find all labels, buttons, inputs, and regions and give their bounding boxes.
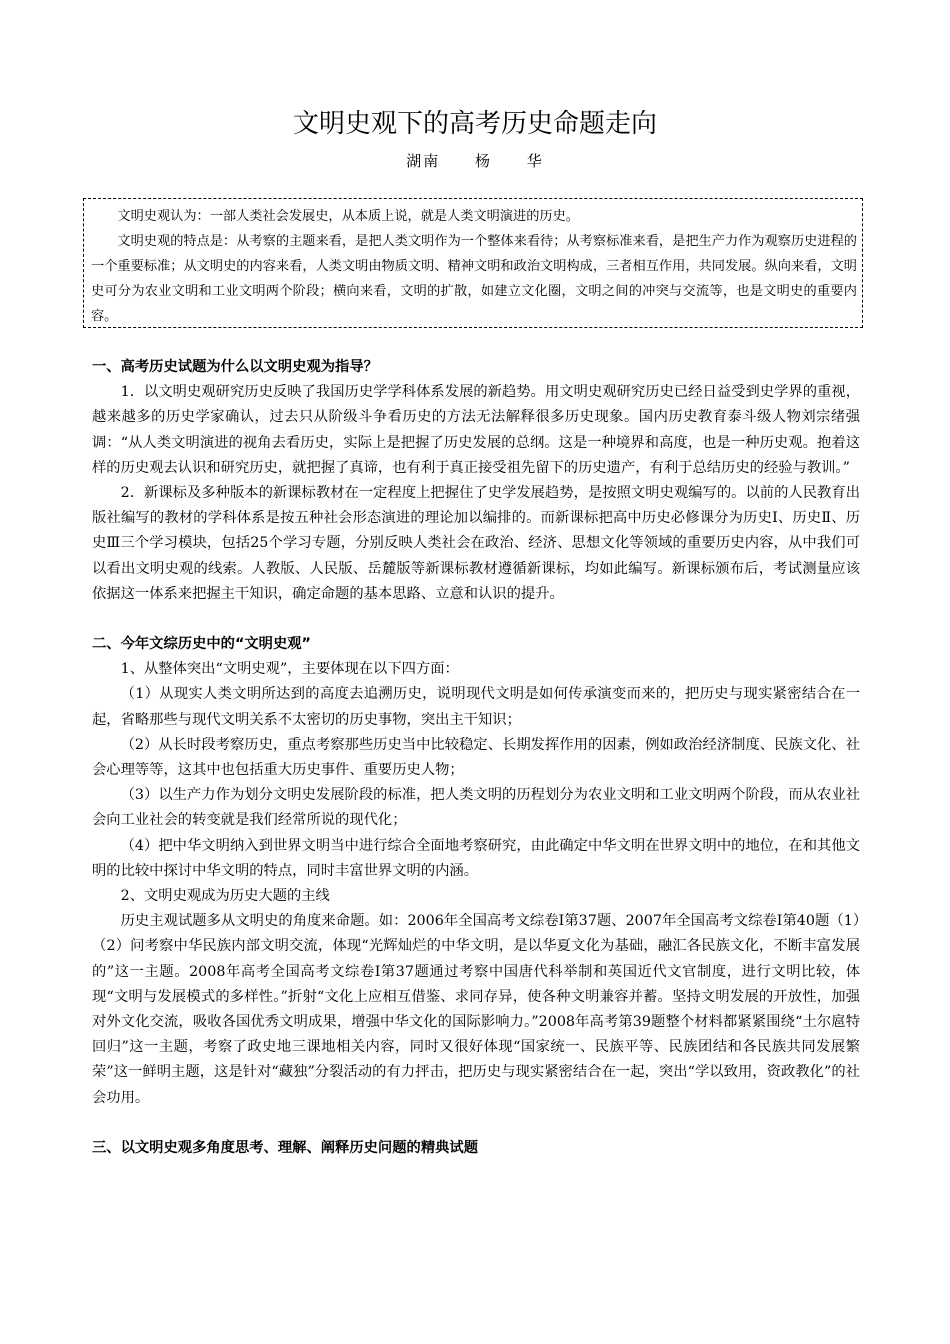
body-paragraph: 1．以文明史观研究历史反映了我国历史学学科体系发展的新趋势。用文明史观研究历史已经日益受到史学界的重视，越来越多的历史学家确认，过去只从阶级斗争看历史的方法无法解释很多历史现象。国内历史教育泰斗级人物刘宗绪强调：“从人类文明演进的视角去看历史，实际上是把握了历史发展的总纲。这是一种境界和高度，也是一种历史观。抱着这样的历史观去认识和研究历史，就把握了真谛，也有利于真正接受祖先留下的历史遗产，有利于总结历史的经验与教训。” bbox=[92, 384, 860, 476]
author-name-1: 杨 bbox=[474, 152, 492, 170]
body-paragraph: 2、文明史观成为历史大题的主线 bbox=[120, 888, 330, 905]
article-body bbox=[92, 355, 860, 1161]
body-paragraph: 历史主观试题多从文明史的角度来命题。如：2006年全国高考文综卷Ⅰ第37题、2007年全国高考文综卷Ⅰ第40题（1）（2）问考察中华民族内部文明交流，体现“光辉灿烂的中华文明，是以华夏文化为基础，融汇各民族文化，不断丰富发展的”这一主题。2008年高考全国高考文综卷Ⅰ第37题通过考察中国唐代科举制和英国近代文官制度，进行文明比较，体现“文明与发展模式的多样性。”折射“文化上应相互借鉴、求同存异，使各种文明兼容并蓄。坚持文明发展的开放性，加强对外文化交流，吸收各国优秀文明成果，增强中华文化的国际影响力。”2008年高考第39题整个材料都紧紧围绕“土尔扈特回归”这一主题，考察了政史地三课地相关内容，同时又很好体现“国家统一、民族平等、民族团结和各民族共同发展繁荣”这一鲜明主题，这是针对“藏独”分裂活动的有力抨击，把历史与现实紧密结合在一起，突出“学以致用，资政教化”的社会功用。 bbox=[92, 913, 860, 1106]
page-title: 文明史观下的高考历史命题走向 bbox=[292, 109, 657, 139]
abstract-box bbox=[83, 198, 863, 328]
paragraph-gap bbox=[92, 1111, 860, 1136]
body-paragraph: （2）从长时段考察历史，重点考察那些历史当中比较稳定、长期发挥作用的因素，例如政治经济制度、民族文化、社会心理等等，这其中也包括重大历史事件、重要历史人物； bbox=[92, 736, 860, 779]
paragraph-gap bbox=[92, 607, 860, 632]
section-heading: 一、高考历史试题为什么以文明史观为指导？ bbox=[92, 359, 378, 375]
section-heading: 三、以文明史观多角度思考、理解、阐释历史问题的精典试题 bbox=[92, 1139, 479, 1156]
body-paragraph: （1）从现实人类文明所达到的高度去追溯历史，说明现代文明是如何传承演变而来的，把历史与现实紧密结合在一起，省略那些与现代文明关系不太密切的历史事物，突出主干知识； bbox=[92, 686, 860, 728]
body-paragraph: （4）把中华文明纳入到世界文明当中进行综合全面地考察研究，由此确定中华文明在世界文明中的地位，在和其他文明的比较中探讨中华文明的特点，同时丰富世界文明的内涵。 bbox=[92, 837, 860, 879]
author-name-2: 华 bbox=[526, 152, 544, 170]
body-paragraph: （3）以生产力作为划分文明史发展阶段的标准，把人类文明的历程划分为农业文明和工业文明两个阶段，而从农业社会向工业社会的转变就是我们经常所说的现代化； bbox=[92, 787, 860, 829]
author-region: 湖南 bbox=[406, 152, 441, 170]
abstract-paragraph: 文明史观的特点是：从考察的主题来看，是把人类文明作为一个整体来看待；从考察标准来看，是把生产力作为观察历史进程的一个重要标准；从文明史的内容来看，人类文明由物质文明、精神文明和政治文明构成，三者相互作用，共同发展。纵向来看，文明史可分为农业文明和工业文明两个阶段；横向来看，文明的扩散，如建立文化圈，文明之间的冲突与交流等，也是文明史的重要内容。 bbox=[91, 234, 857, 324]
author-line bbox=[0, 150, 950, 172]
body-paragraph: 2．新课标及多种版本的新课标教材在一定程度上把握住了史学发展趋势，是按照文明史观编写的。以前的人民教育出版社编写的教材的学科体系是按五种社会形态演进的理论加以编排的。而新课标把高中历史必修课分为历史Ⅰ、历史Ⅱ、历史Ⅲ三个学习模块，包括25个学习专题，分别反映人类社会在政治、经济、思想文化等领域的重要历史内容，从中我们可以看出文明史观的线索。人教版、人民版、岳麓版等新课标教材遵循新课标，均如此编写。新课标颁布后，考试测量应该依据这一体系来把握主干知识，确定命题的基本思路、立意和认识的提升。 bbox=[92, 485, 860, 602]
section-heading: 二、今年文综历史中的“文明史观” bbox=[92, 636, 311, 653]
body-paragraph: 1、从整体突出“文明史观”，主要体现在以下四方面： bbox=[120, 661, 459, 678]
abstract-paragraph: 文明史观认为：一部人类社会发展史，从本质上说，就是人类文明演进的历史。 bbox=[117, 209, 579, 224]
